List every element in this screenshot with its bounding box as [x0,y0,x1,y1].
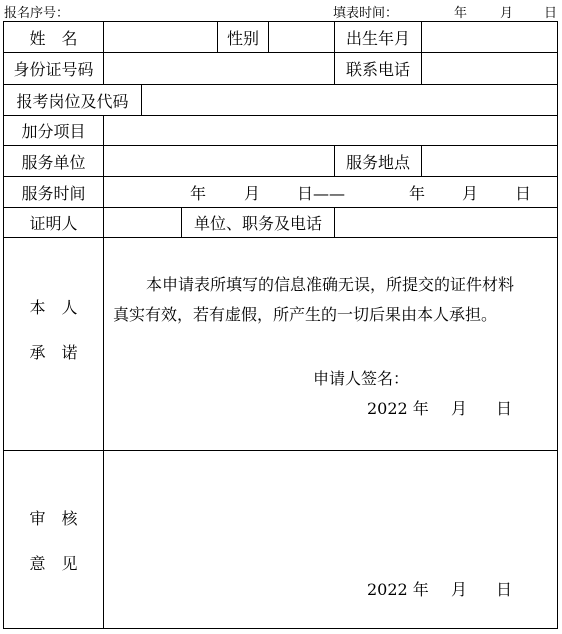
promise-label-cell [3,237,104,451]
promise-statement-line1: 本申请表所填写的信息准确无误，所提交的证件材料 [146,275,515,294]
promise-label-line2: 承 诺 [29,343,78,362]
serial-number-label: 报名序号： [4,6,70,21]
gender-label-cell [217,21,269,53]
review-label-line1: 审 核 [29,508,78,528]
fill-date-month: 月 [500,6,514,21]
promise-date-day: 日 [496,399,513,418]
name-field[interactable] [103,21,218,53]
witness-info-label: 单位、职务及电话 [193,214,322,233]
promise-statement-line2: 真实有效，若有虚假，所产生的一切后果由本人承担。 [113,305,498,324]
witness-field[interactable] [103,207,182,238]
time-year-1: 年 [190,183,207,203]
time-day-1: 日—— [297,183,346,203]
birth-label-cell [334,21,422,53]
promise-date-month: 月 [451,399,468,418]
time-month-1: 月 [244,183,261,203]
review-date-month: 月 [451,580,468,599]
post-label-cell [3,84,142,116]
place-label: 服务地点 [345,152,410,172]
witness-info-label-cell [181,207,335,238]
fill-date-year: 年 [454,6,468,21]
review-label-cell [3,450,104,629]
review-date-year: 2022 年 [367,580,429,599]
service-time-field[interactable] [103,176,558,208]
name-label-cell [3,21,104,53]
post-field[interactable] [141,84,558,116]
unit-label-cell [3,145,104,177]
unit-field[interactable] [103,145,335,177]
id-label-cell [3,52,104,85]
fill-date-label: 填表时间： [333,6,399,21]
place-field[interactable] [421,145,558,177]
time-day-2: 日 [515,183,532,203]
promise-label-line1: 本 人 [29,298,78,317]
review-content-cell[interactable] [103,450,558,629]
gender-field[interactable] [268,21,335,53]
fill-date-day: 日 [544,6,558,21]
id-number-field[interactable] [103,52,335,85]
name-label: 姓 名 [29,28,78,48]
birth-label: 出生年月 [345,28,410,48]
phone-label: 联系电话 [345,60,410,79]
signature-label: 申请人签名： [313,369,410,388]
witness-label-cell [3,207,104,238]
time-label: 服务时间 [21,183,86,203]
review-date-day: 日 [496,580,513,599]
time-year-2: 年 [409,183,426,203]
id-label: 身份证号码 [13,60,94,79]
bonus-field[interactable] [103,115,558,146]
post-label: 报考岗位及代码 [16,91,129,111]
phone-field[interactable] [421,52,558,85]
review-label-line2: 意 见 [29,553,78,573]
application-form [3,21,558,629]
witness-label: 证明人 [29,214,78,233]
bonus-label: 加分项目 [21,122,86,141]
time-month-2: 月 [462,183,479,203]
phone-label-cell [334,52,422,85]
promise-content-cell [103,237,558,451]
bonus-label-cell [3,115,104,146]
birth-field[interactable] [421,21,558,53]
time-label-cell [3,176,104,208]
place-label-cell [334,145,422,177]
unit-label: 服务单位 [21,152,86,172]
gender-label: 性别 [226,28,259,48]
witness-info-field[interactable] [334,207,558,238]
promise-date-year: 2022 年 [367,399,429,418]
